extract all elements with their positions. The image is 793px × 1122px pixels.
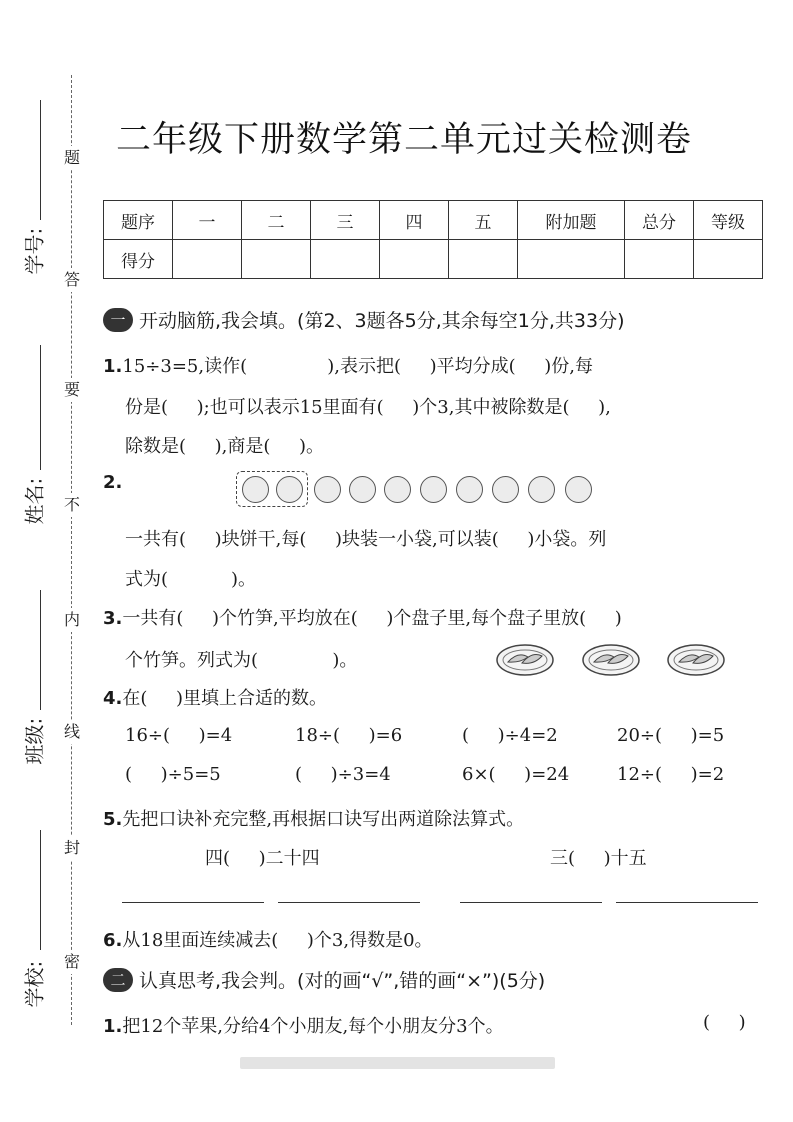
q2-line-2: 式为( )。: [125, 569, 256, 590]
xingming-label: 姓名:: [22, 477, 47, 525]
q5-koujue-1: 四( )二十四: [205, 848, 320, 869]
score-input-cell[interactable]: [173, 240, 242, 279]
cutoff-area: [0, 1008, 793, 1037]
j1-line: 1.把12个苹果,分给4个小朋友,每个小朋友分3个。: [103, 1016, 504, 1037]
score-header-cell: 三: [311, 201, 380, 240]
cookie-icon: [420, 476, 447, 503]
xuexiao-label: 学校:: [22, 960, 47, 1008]
binding-char: 线: [60, 720, 84, 744]
cookie-icon: [565, 476, 592, 503]
answer-blank-line[interactable]: [460, 902, 602, 903]
q3-number: 3.: [103, 608, 123, 629]
q4-eq: 20÷( )=5: [617, 725, 725, 746]
q6-line-1: 6.从18里面连续减去( )个3,得数是0。: [103, 930, 433, 951]
q4-eq: ( )÷3=4: [295, 764, 391, 785]
bamboo-plate-icon: [496, 643, 554, 677]
score-header-cell: 二: [242, 201, 311, 240]
q1-line-3: 除数是( ),商是( )。: [125, 436, 325, 457]
q1-line-1: [103, 352, 593, 378]
score-input-cell[interactable]: [694, 240, 763, 279]
section-2-text: 认真思考,我会判。(对的画“√”,错的画“×”)(5分): [139, 970, 546, 992]
score-header-cell: 四: [380, 201, 449, 240]
q3-line-2: 个竹笋。列式为( )。: [125, 650, 358, 671]
score-input-cell[interactable]: [311, 240, 380, 279]
blurred-watermark: [240, 1057, 555, 1069]
score-input-cell[interactable]: [518, 240, 625, 279]
j1-number: 1.: [103, 1016, 123, 1037]
xuehao-label: 学号:: [22, 227, 47, 275]
cookie-icon: [528, 476, 555, 503]
score-row-label: 得分: [104, 240, 173, 279]
answer-blank-line[interactable]: [122, 902, 264, 903]
cookie-icon: [314, 476, 341, 503]
cookie-icon: [349, 476, 376, 503]
q1-text-1: 15÷3=5,读作( ),表示把( )平均分成( )份,每: [122, 356, 593, 377]
q4-eq: 6×( )=24: [462, 764, 570, 785]
q4-eq: 16÷( )=4: [125, 725, 233, 746]
answer-blank-line[interactable]: [616, 902, 758, 903]
bamboo-plate-icon: [582, 643, 640, 677]
section-1-heading: [103, 306, 624, 333]
binding-char: 不: [60, 493, 84, 517]
binding-char: 要: [60, 378, 84, 402]
q4-eq: ( )÷5=5: [125, 764, 221, 785]
cookie-icon: [456, 476, 483, 503]
score-header-cell: 一: [173, 201, 242, 240]
q5-line-1: 5.先把口诀补充完整,再根据口诀写出两道除法算式。: [103, 809, 525, 830]
section-2-badge: 二: [103, 968, 133, 992]
section-2-heading: [103, 966, 545, 993]
q5-koujue-2: 三( )十五: [550, 848, 647, 869]
j1-answer-paren[interactable]: ( ): [703, 1012, 746, 1033]
binding-char: 答: [60, 268, 84, 292]
score-header-cell: 等级: [694, 201, 763, 240]
cookie-icon: [492, 476, 519, 503]
binding-char: 密: [60, 950, 84, 974]
xingming-line: [40, 345, 41, 470]
q6-number: 6.: [103, 930, 123, 951]
section-1-badge: 一: [103, 308, 133, 332]
banji-line: [40, 590, 41, 710]
binding-char: 题: [60, 146, 84, 170]
cookie-icon: [242, 476, 269, 503]
score-header-cell: 题序: [104, 201, 173, 240]
score-header-cell: 附加题: [518, 201, 625, 240]
q5-number: 5.: [103, 809, 123, 830]
banji-label: 班级:: [22, 717, 47, 765]
bamboo-plate-icon: [667, 643, 725, 677]
xuexiao-line: [40, 830, 41, 950]
section-1-text: 开动脑筋,我会填。(第2、3题各5分,其余每空1分,共33分): [139, 310, 625, 332]
q2-line-1: 一共有( )块饼干,每( )块装一小袋,可以装( )小袋。列: [125, 529, 607, 550]
binding-char: 内: [60, 608, 84, 632]
score-header-cell: 总分: [625, 201, 694, 240]
q4-number: 4.: [103, 688, 123, 709]
answer-blank-line[interactable]: [278, 902, 420, 903]
cookie-icon: [384, 476, 411, 503]
q4-eq: 18÷( )=6: [295, 725, 403, 746]
q1-line-2: 份是( );也可以表示15里面有( )个3,其中被除数是( ),: [125, 397, 611, 418]
cookie-icon: [276, 476, 303, 503]
score-table: [103, 200, 763, 279]
page-title: 二年级下册数学第二单元过关检测卷: [115, 120, 692, 160]
q4-eq: ( )÷4=2: [462, 725, 558, 746]
q1-number: 1.: [103, 356, 123, 377]
score-input-cell[interactable]: [242, 240, 311, 279]
score-header-cell: 五: [449, 201, 518, 240]
score-input-cell[interactable]: [380, 240, 449, 279]
q4-eq: 12÷( )=2: [617, 764, 725, 785]
q3-line-1: 3.一共有( )个竹笋,平均放在( )个盘子里,每个盘子里放( ): [103, 608, 622, 629]
binding-char: 封: [60, 836, 84, 860]
q2-number: 2.: [103, 472, 123, 493]
binding-dashed-line: [71, 75, 72, 1025]
score-input-cell[interactable]: [625, 240, 694, 279]
score-input-cell[interactable]: [449, 240, 518, 279]
q4-line-1: 4.在( )里填上合适的数。: [103, 688, 328, 709]
